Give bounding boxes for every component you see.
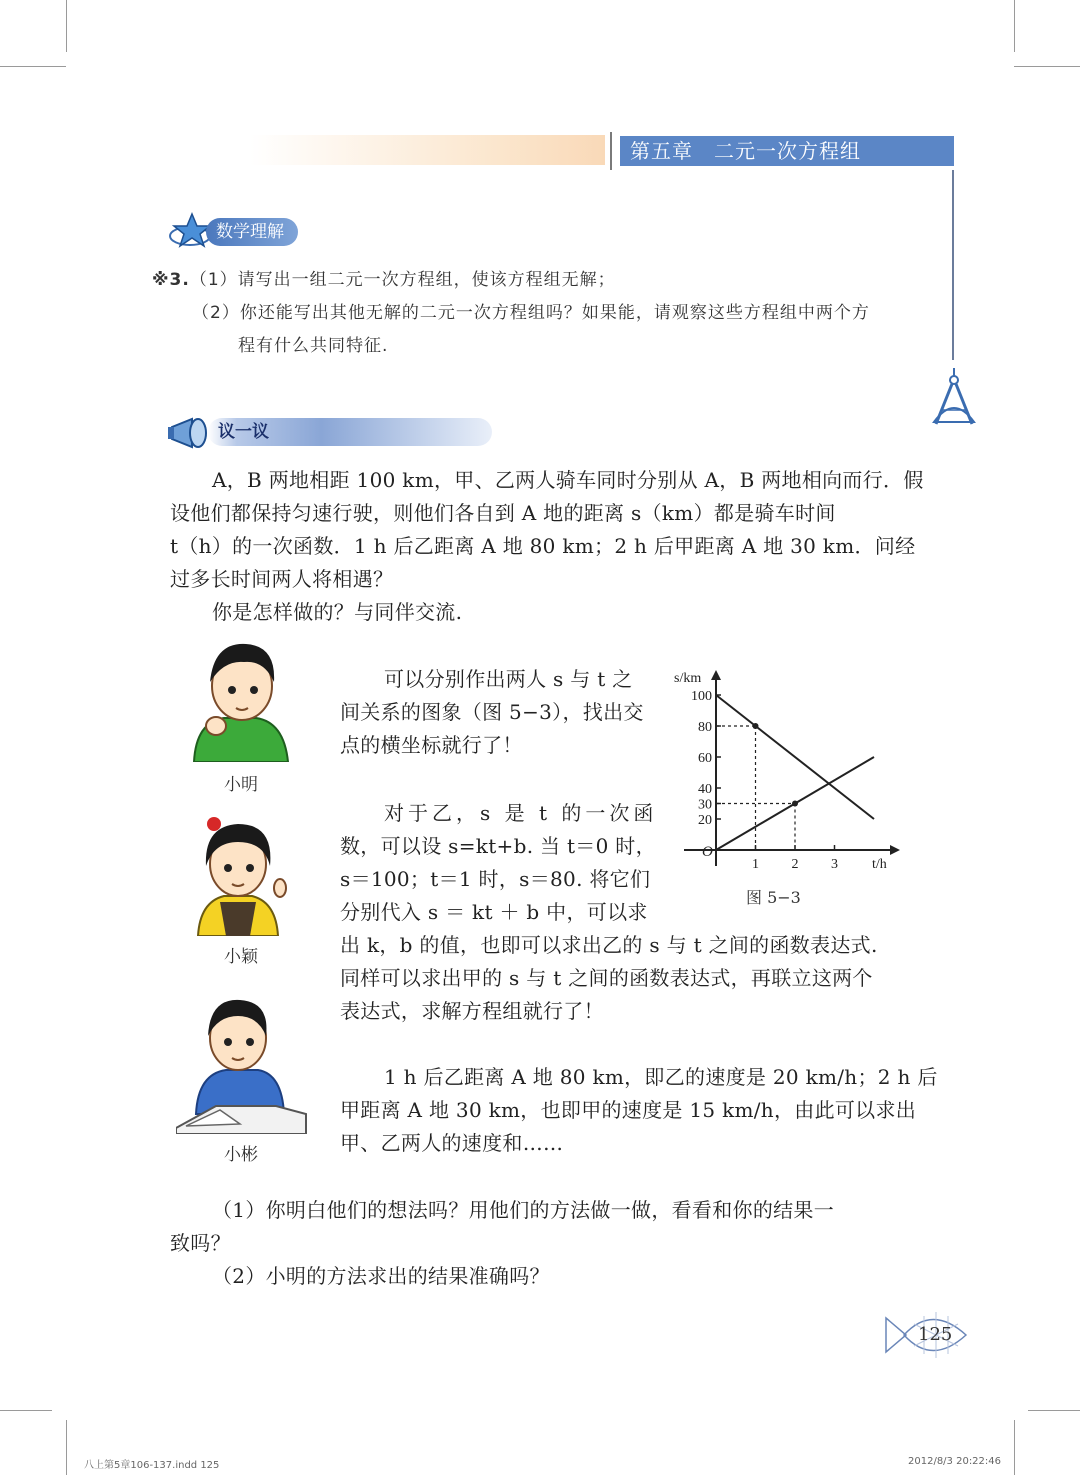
crop-mark [66, 0, 67, 52]
x-axis-arrow [890, 845, 900, 855]
discuss-prompt: 你是怎样做的？与同伴交流. [212, 600, 463, 624]
y-tick-label: 60 [698, 751, 712, 766]
y-tick-label: 40 [698, 782, 712, 797]
problem-3-part2-line1: （2）你还能写出其他无解的二元一次方程组吗？如果能，请观察这些方程组中两个方 [192, 303, 870, 323]
discuss-para-line2: 设他们都保持匀速行驶，则他们各自到 A 地的距离 s（km）都是骑车时间 [170, 501, 836, 525]
crop-mark [66, 1420, 67, 1475]
crop-mark [0, 66, 66, 67]
question-2: （2）小明的方法求出的结果准确吗？ [212, 1264, 550, 1288]
xiaobin-illustration [176, 990, 308, 1134]
crop-mark [1014, 0, 1015, 52]
x-tick-label: 2 [791, 857, 799, 872]
y-tick-label: 100 [691, 689, 712, 704]
xiaobin-speech-line2: 甲距离 A 地 30 km，也即甲的速度是 15 km/h，由此可以求出 [340, 1098, 917, 1122]
name-xiaoming: 小明 [224, 775, 258, 795]
y-axis-label: s/km [674, 671, 702, 686]
y-tick-label: 30 [698, 797, 712, 813]
y-axis-arrow [711, 670, 721, 680]
y-tick-label: 80 [698, 720, 712, 735]
margin-rule [952, 170, 954, 360]
header-gradient [250, 135, 605, 165]
crop-mark [1028, 1410, 1080, 1411]
crop-mark [1014, 1420, 1015, 1475]
section-title-math: 数学理解 [206, 218, 298, 246]
compass-icon [928, 366, 980, 430]
xiaoying-speech-line4: 分别代入 s ＝ kt ＋ b 中，可以求 [340, 900, 648, 924]
xiaoying-illustration [180, 812, 292, 936]
xiaoying-speech-line5: 出 k，b 的值，也即可以求出乙的 s 与 t 之间的函数表达式. [340, 933, 878, 957]
chapter-title: 第五章 二元一次方程组 [620, 136, 954, 166]
xiaoming-speech-line3: 点的横坐标就行了！ [340, 733, 523, 757]
header-separator [610, 132, 612, 170]
page-number: 125 [918, 1324, 953, 1345]
xiaoming-speech-line1: 可以分别作出两人 s 与 t 之 [384, 667, 633, 691]
section-title-discuss: 议一议 [208, 418, 492, 446]
discuss-para-line4: 过多长时间两人将相遇？ [170, 567, 394, 591]
x-tick-label: 3 [831, 857, 838, 872]
discuss-para-line1: A，B 两地相距 100 km，甲、乙两人骑车同时分别从 A，B 两地相向而行．假 [212, 468, 924, 492]
footer-timestamp: 2012/8/3 20:22:46 [908, 1456, 1002, 1467]
megaphone-icon [166, 413, 214, 453]
xiaoying-speech-line2: 数，可以设 s=kt+b. 当 t＝0 时， [340, 834, 656, 858]
origin-label: O [702, 844, 713, 860]
name-xiaoying: 小颖 [224, 947, 258, 967]
x-axis-label: t/h [872, 857, 887, 872]
xiaoming-illustration [184, 634, 294, 762]
problem-3-part2-line2: 程有什么共同特征. [238, 336, 389, 356]
series-line-1 [716, 695, 874, 819]
xiaobin-speech-line1: 1 h 后乙距离 A 地 80 km，即乙的速度是 20 km/h；2 h 后 [384, 1065, 938, 1089]
figure-caption: 图 5−3 [746, 888, 801, 907]
xiaoming-speech-line2: 间关系的图象（图 5−3），找出交 [340, 700, 644, 724]
x-tick-label: 1 [752, 857, 759, 872]
crop-mark [1014, 66, 1080, 67]
xiaoying-speech-line6: 同样可以求出甲的 s 与 t 之间的函数表达式，再联立这两个 [340, 966, 873, 990]
discuss-para-line3: t（h）的一次函数．1 h 后乙距离 A 地 80 km；2 h 后甲距离 A 地 30 km．问经 [170, 534, 916, 558]
problem-3-part1: ※3.（1）请写出一组二元一次方程组，使该方程组无解； [152, 270, 616, 290]
question-1-line2: 致吗？ [170, 1231, 231, 1255]
footer-file: 八上第5章106-137.indd 125 [84, 1460, 220, 1471]
name-xiaobin: 小彬 [224, 1145, 258, 1165]
xiaoying-speech-line1: 对于乙，s 是 t 的一次函 [384, 801, 658, 825]
xiaoying-speech-line7: 表达式，求解方程组就行了！ [340, 999, 604, 1023]
crop-mark [0, 1410, 52, 1411]
figure-5-3-chart [660, 660, 910, 880]
y-tick-label: 20 [698, 813, 712, 828]
xiaobin-speech-line3: 甲、乙两人的速度和…… [340, 1131, 564, 1155]
question-1-line1: （1）你明白他们的想法吗？用他们的方法做一做，看看和你的结果一 [212, 1198, 835, 1222]
xiaoying-speech-line3: s＝100；t＝1 时，s＝80. 将它们 [340, 867, 651, 891]
